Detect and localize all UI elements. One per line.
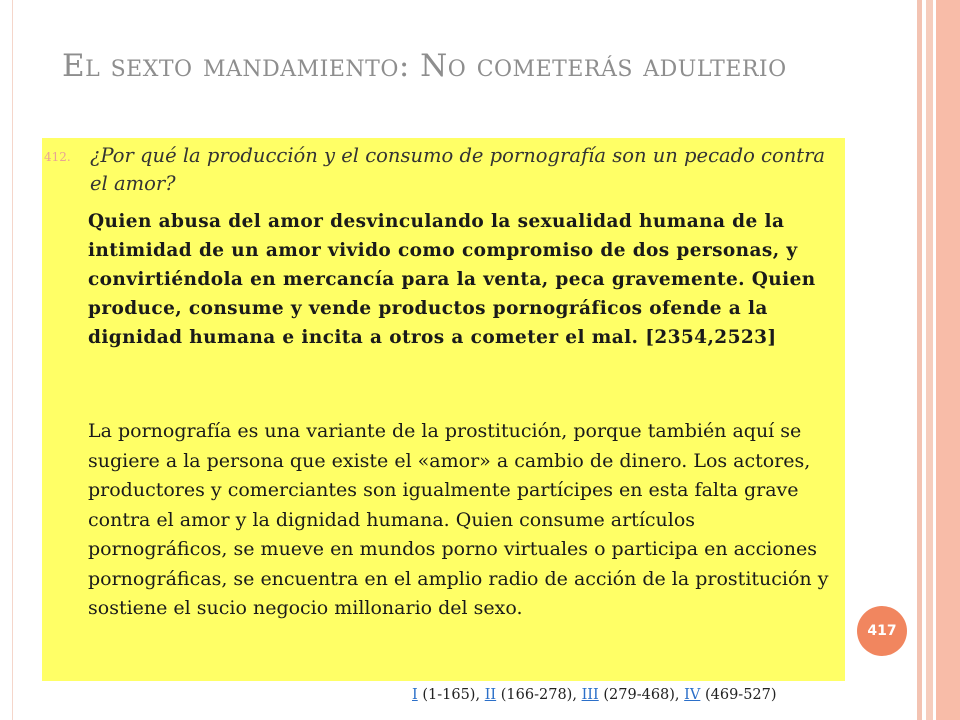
decorative-stripe (936, 0, 960, 720)
slide-title: El sexto mandamiento: No cometerás adulterio (62, 48, 787, 84)
part-link-3[interactable]: III (581, 687, 599, 703)
question-number: 412. (44, 150, 71, 164)
page-number-badge (857, 606, 907, 656)
decorative-stripe (926, 0, 933, 720)
page-number: 417 (867, 623, 897, 639)
part-link-4[interactable]: IV (684, 687, 701, 703)
decorative-stripe (917, 0, 922, 720)
part-link-2[interactable]: II (484, 687, 497, 703)
part-range-4: (469-527) (704, 687, 777, 703)
part-range-2: (166-278), (500, 687, 577, 703)
commentary-text: La pornografía es una variante de la prostitución, porque también aquí se sugiere a la persona que existe el «amor» a cambio de dinero. Los actores, productores y comerciantes son igualmente partícipes en esta falta grave contra el amor y la dignidad humana. Quien consume artículos pornográficos, se mueve en mundos porno virtuales o participa en acciones pornográficas, se encuentra en el amplio radio de acción de la prostitución y sostiene el sucio negocio millonario del sexo. (88, 420, 829, 619)
part-range-1: (1-165), (422, 687, 481, 703)
answer-text: Quien abusa del amor desvinculando la sexualidad humana de la intimidad de un amor vivido como compromiso de dos personas, y convirtiéndola en mercancía para la venta, peca gravemente. Quien produce, consume y vende productos pornográficos ofende a la dignidad humana e incita a otros a cometer el mal. [2354,2523] (88, 211, 816, 348)
frame-line (12, 0, 13, 720)
question-text: ¿Por qué la producción y el consumo de pornografía son un pecado contra el amor? (90, 144, 826, 195)
part-range-3: (279-468), (603, 687, 680, 703)
footer-part-links (412, 687, 852, 703)
part-link-1[interactable]: I (412, 687, 418, 703)
